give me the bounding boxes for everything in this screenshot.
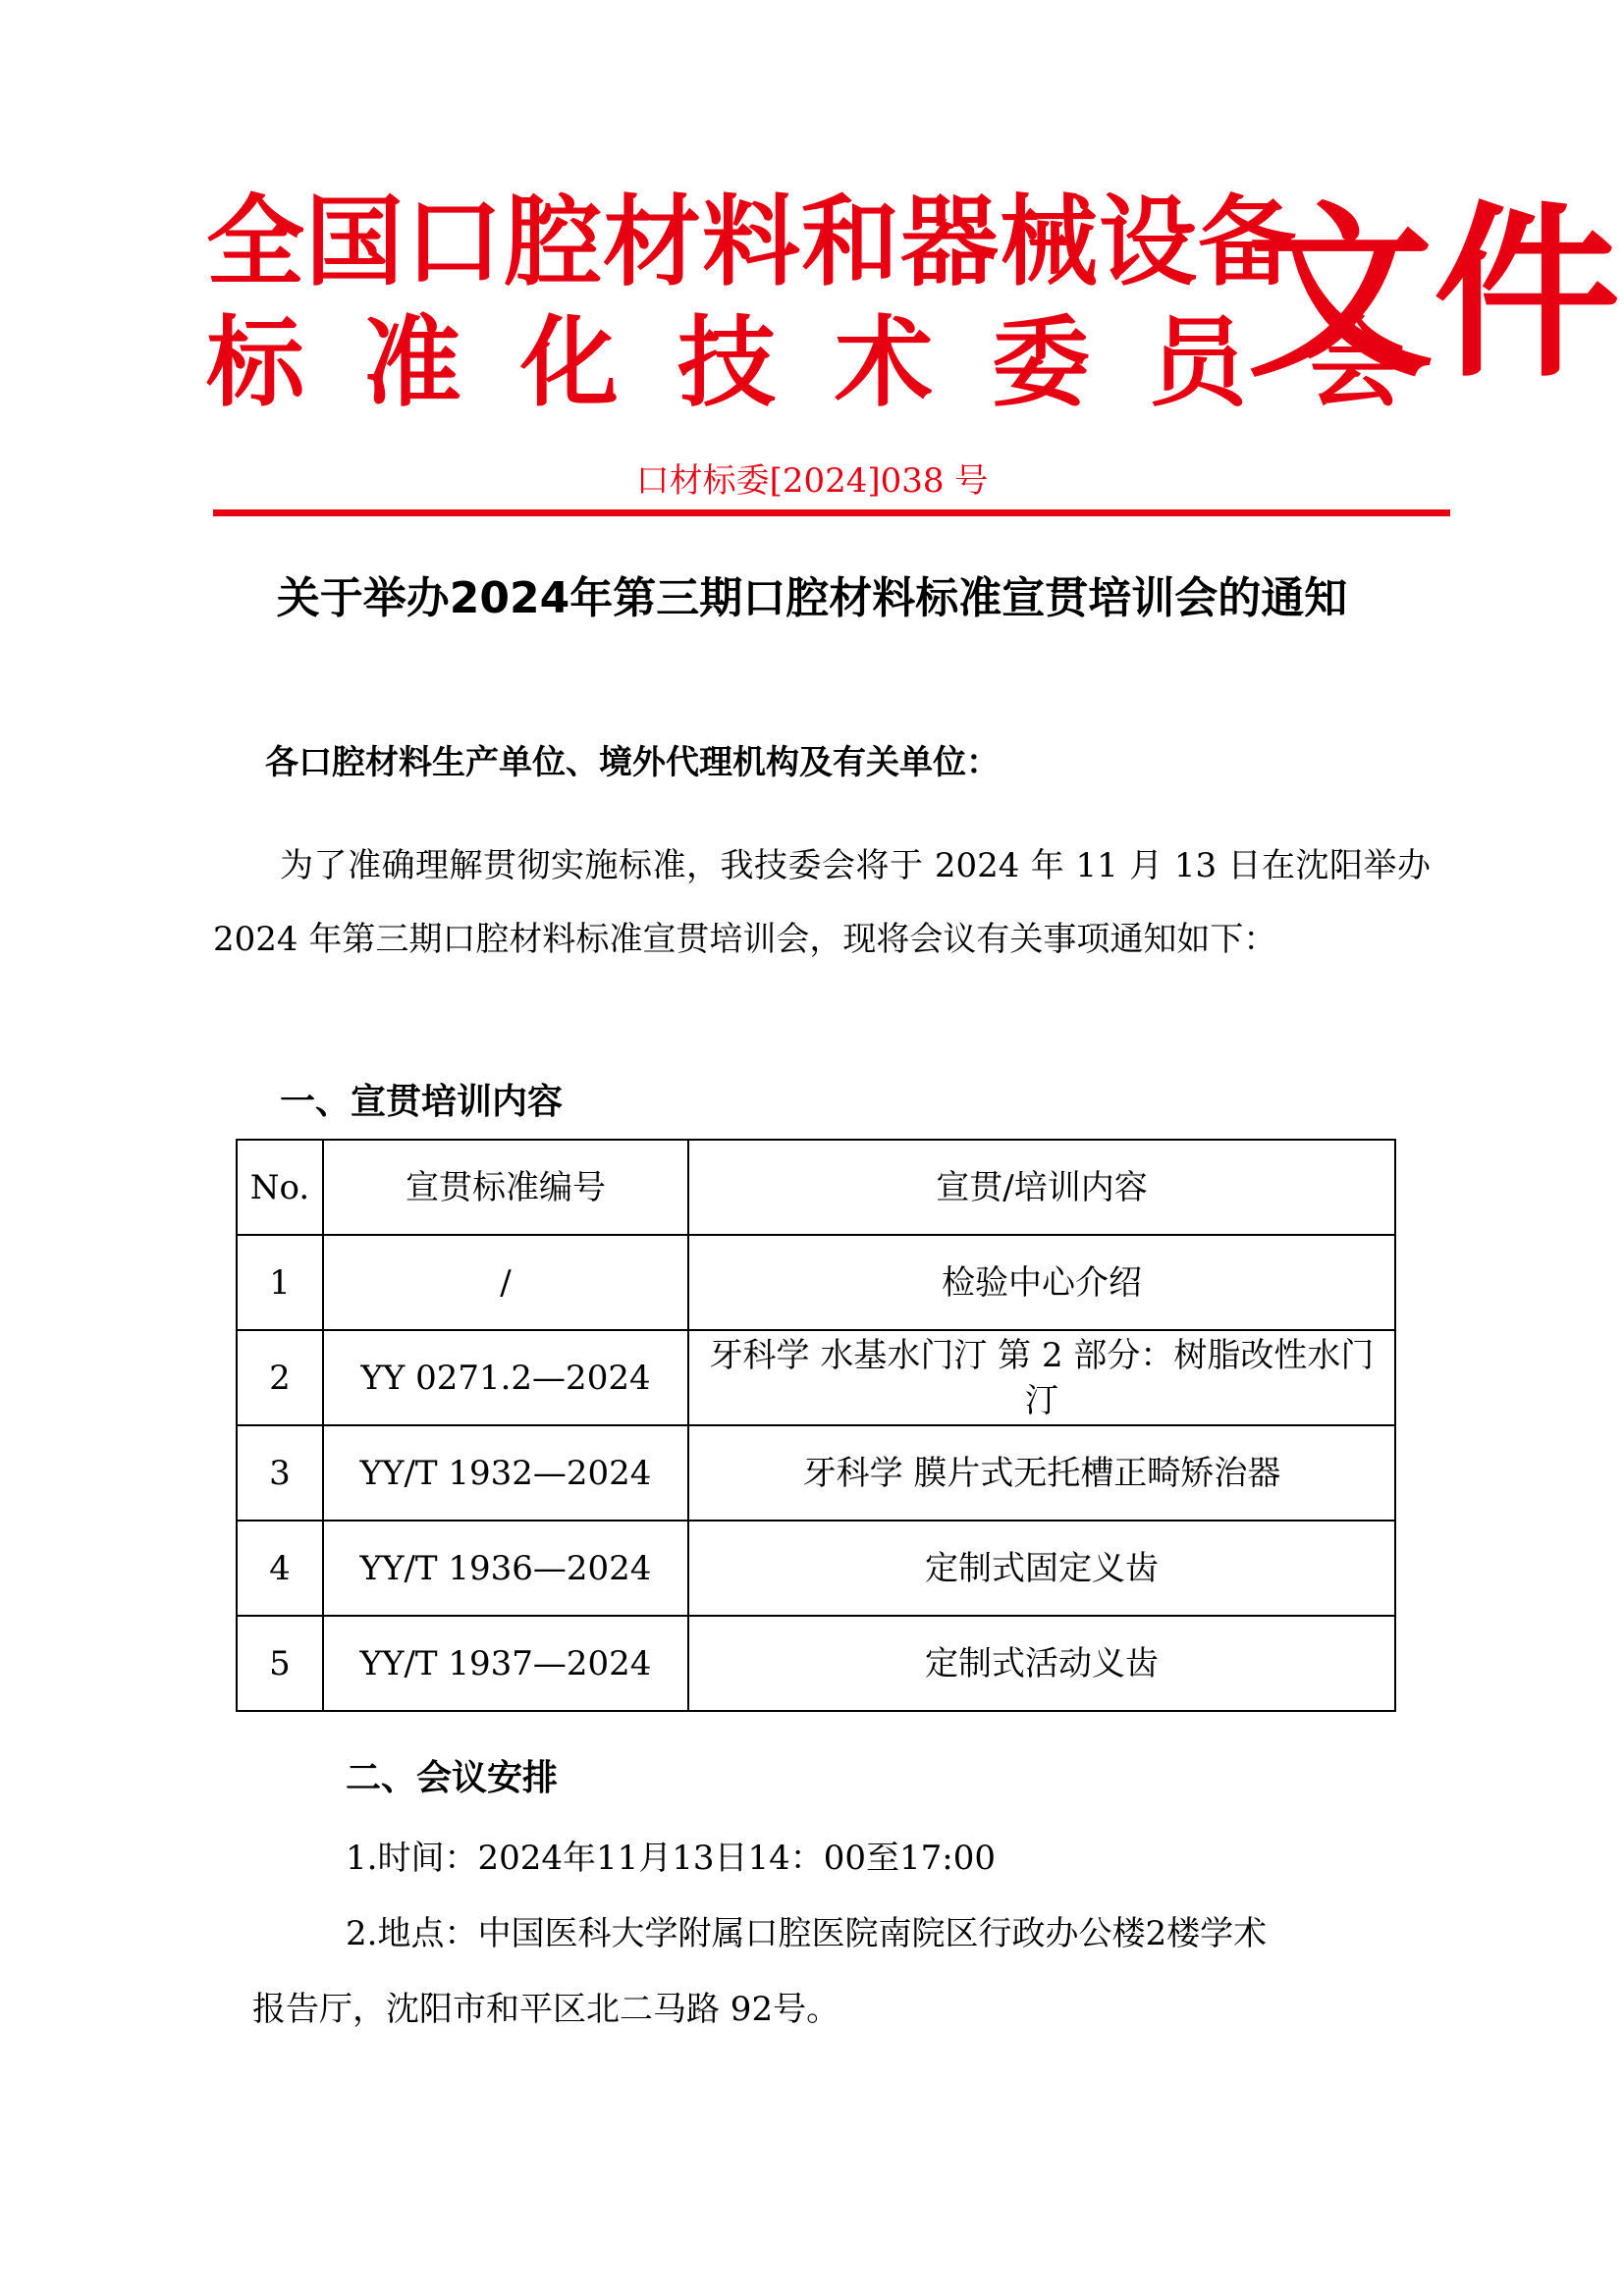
table-cell-no: 1 bbox=[237, 1235, 323, 1330]
table-header-row bbox=[237, 1140, 1395, 1235]
table-cell-no: 2 bbox=[237, 1330, 323, 1425]
table-cell-standard: YY/T 1932—2024 bbox=[323, 1425, 688, 1521]
table-row bbox=[237, 1235, 1395, 1330]
document-number: 口材标委[2024]038 号 bbox=[635, 461, 989, 501]
section-heading-meeting-arrangement: 二、会议安排 bbox=[346, 1758, 559, 1798]
table-header-cell: No. bbox=[237, 1140, 323, 1235]
table-header-cell: 宣贯标准编号 bbox=[323, 1140, 688, 1235]
table-cell-standard: YY/T 1936—2024 bbox=[323, 1521, 688, 1616]
table-row bbox=[237, 1330, 1395, 1425]
section-heading-training-content: 一、宣贯培训内容 bbox=[280, 1082, 564, 1122]
table-cell-content: 定制式活动义齿 bbox=[688, 1616, 1395, 1711]
header-committee-line1: 全国口腔材料和器械设备 bbox=[206, 185, 1297, 299]
table-cell-content: 牙科学 水基水门汀 第 2 部分：树脂改性水门汀 bbox=[688, 1330, 1395, 1425]
addressee: 各口腔材料生产单位、境外代理机构及有关单位： bbox=[265, 743, 1000, 782]
table-cell-content: 牙科学 膜片式无托槽正畸矫治器 bbox=[688, 1425, 1395, 1521]
table-row bbox=[237, 1425, 1395, 1521]
table-cell-no: 4 bbox=[237, 1521, 323, 1616]
document-title: 关于举办2024年第三期口腔材料标准宣贯培训会的通知 bbox=[276, 573, 1348, 623]
table-row bbox=[237, 1616, 1395, 1711]
meeting-time: 1.时间：2024年11月13日14：00至17:00 bbox=[346, 1839, 997, 1878]
table-cell-content: 检验中心介绍 bbox=[688, 1235, 1395, 1330]
table-header-cell: 宣贯/培训内容 bbox=[688, 1140, 1395, 1235]
header-committee-line2: 标准化技术委员会 bbox=[206, 305, 1463, 420]
table-cell-no: 5 bbox=[237, 1616, 323, 1711]
table-cell-no: 3 bbox=[237, 1425, 323, 1521]
header-document-mark: 文件 bbox=[1247, 186, 1621, 402]
intro-paragraph: 为了准确理解贯彻实施标准，我技委会将于 2024 年 11 月 13 日在沈阳举办 2024 年第三期口腔材料标准宣贯培训会，现将会议有关事项通知如下： bbox=[213, 846, 1431, 959]
header-red-rule bbox=[213, 509, 1450, 516]
table-cell-standard: / bbox=[323, 1235, 688, 1330]
training-content-table bbox=[236, 1139, 1396, 1712]
table-cell-content: 定制式固定义齿 bbox=[688, 1521, 1395, 1616]
table-cell-standard: YY/T 1937—2024 bbox=[323, 1616, 688, 1711]
table-row bbox=[237, 1521, 1395, 1616]
meeting-place-line1: 2.地点：中国医科大学附属口腔医院南院区行政办公楼2楼学术 bbox=[346, 1914, 1268, 1953]
meeting-place-line2: 报告厅，沈阳市和平区北二马路 92号。 bbox=[252, 1990, 840, 2029]
table-cell-standard: YY 0271.2—2024 bbox=[323, 1330, 688, 1425]
